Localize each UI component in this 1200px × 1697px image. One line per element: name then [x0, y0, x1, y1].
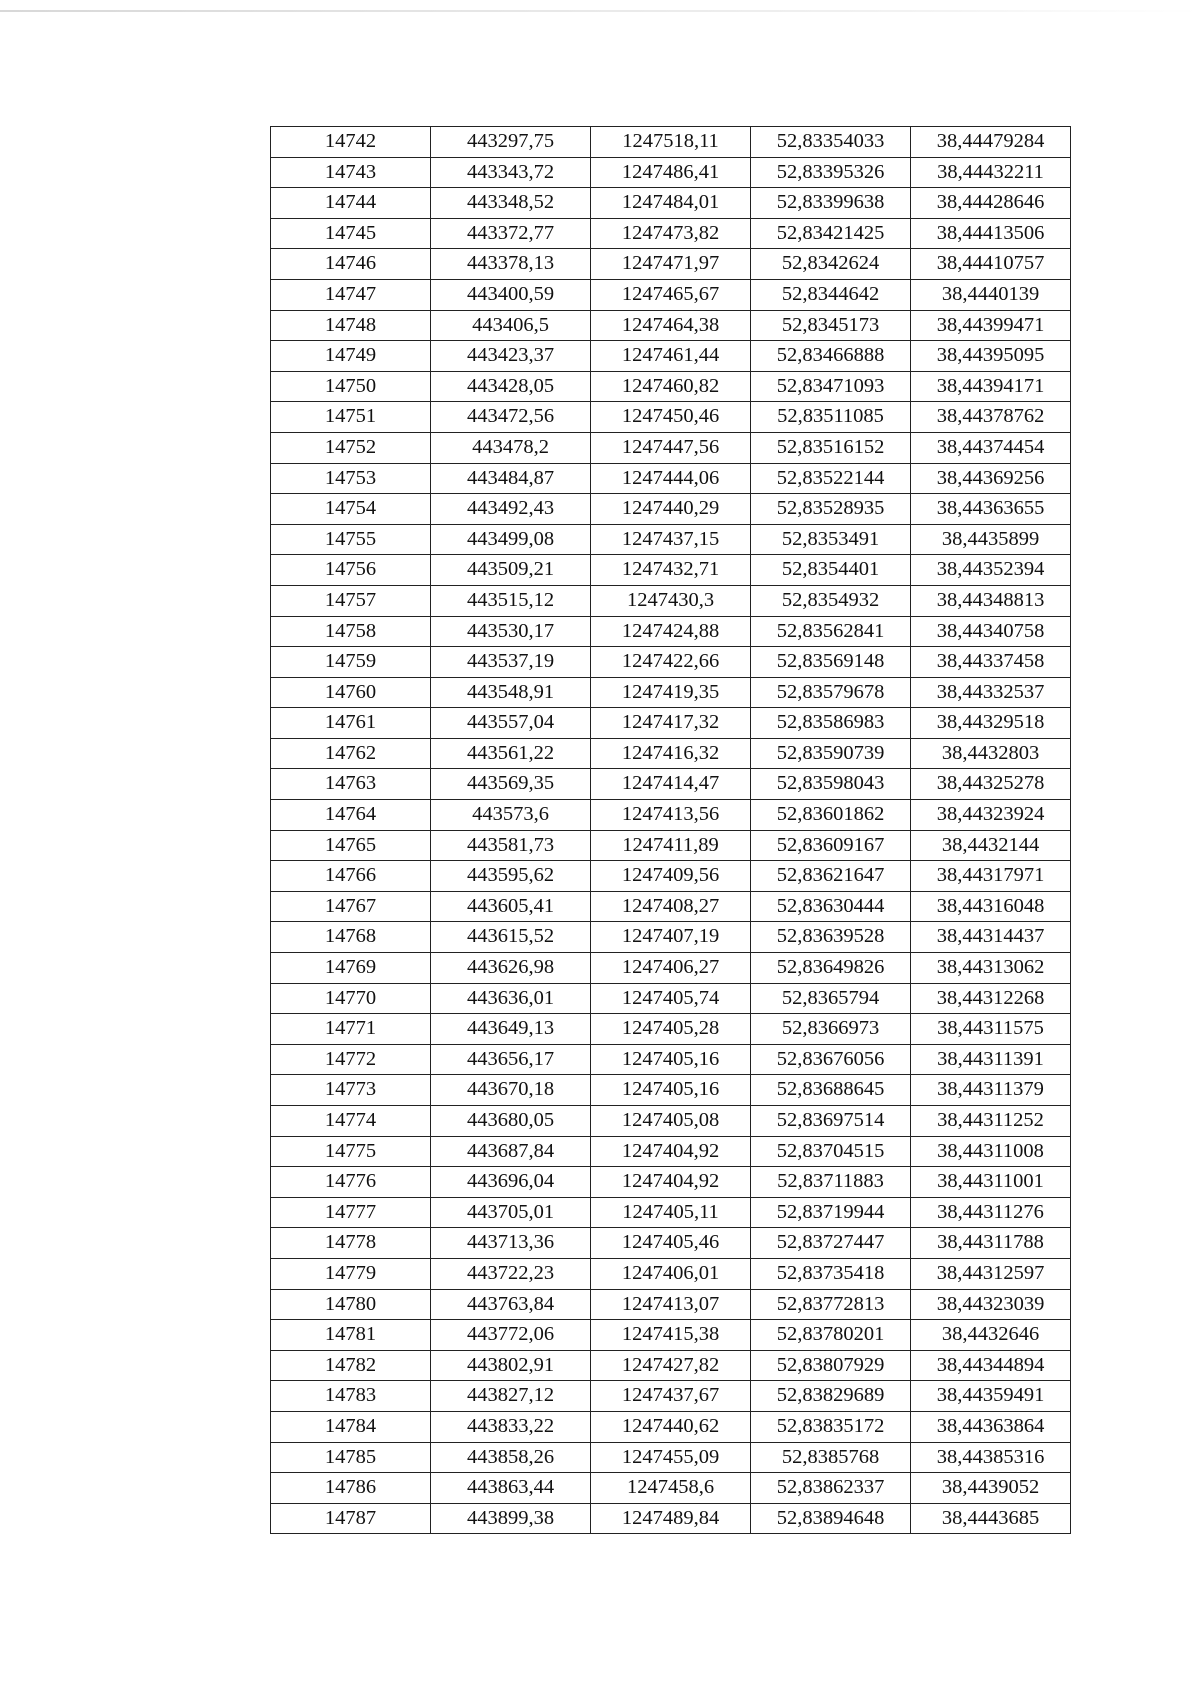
- point-number-cell: 14750: [271, 371, 431, 402]
- table-row: [271, 891, 1071, 922]
- y-coordinate-cell: 1247409,56: [591, 861, 751, 892]
- table-row: [271, 555, 1071, 586]
- point-number-cell: 14786: [271, 1473, 431, 1504]
- table-row: [271, 800, 1071, 831]
- y-coordinate-cell: 1247406,01: [591, 1258, 751, 1289]
- table-row: [271, 249, 1071, 280]
- x-coordinate-cell: 443573,6: [431, 800, 591, 831]
- table-row: [271, 677, 1071, 708]
- x-coordinate-cell: 443636,01: [431, 983, 591, 1014]
- table-row: [271, 188, 1071, 219]
- y-coordinate-cell: 1247461,44: [591, 341, 751, 372]
- table-row: [271, 769, 1071, 800]
- longitude-cell: 38,44314437: [911, 922, 1071, 953]
- latitude-cell: 52,83639528: [751, 922, 911, 953]
- x-coordinate-cell: 443548,91: [431, 677, 591, 708]
- table-row: [271, 830, 1071, 861]
- y-coordinate-cell: 1247405,11: [591, 1197, 751, 1228]
- longitude-cell: 38,44311379: [911, 1075, 1071, 1106]
- latitude-cell: 52,8345173: [751, 310, 911, 341]
- x-coordinate-cell: 443827,12: [431, 1381, 591, 1412]
- table-row: [271, 1411, 1071, 1442]
- x-coordinate-cell: 443561,22: [431, 738, 591, 769]
- y-coordinate-cell: 1247437,67: [591, 1381, 751, 1412]
- table-row: [271, 1044, 1071, 1075]
- coordinates-table: [270, 126, 1071, 1534]
- y-coordinate-cell: 1247413,56: [591, 800, 751, 831]
- table-row: [271, 1473, 1071, 1504]
- y-coordinate-cell: 1247444,06: [591, 463, 751, 494]
- longitude-cell: 38,4432646: [911, 1320, 1071, 1351]
- latitude-cell: 52,8342624: [751, 249, 911, 280]
- longitude-cell: 38,44311788: [911, 1228, 1071, 1259]
- x-coordinate-cell: 443478,2: [431, 432, 591, 463]
- scan-edge-line: [0, 10, 1200, 12]
- y-coordinate-cell: 1247427,82: [591, 1350, 751, 1381]
- y-coordinate-cell: 1247450,46: [591, 402, 751, 433]
- point-number-cell: 14753: [271, 463, 431, 494]
- latitude-cell: 52,83399638: [751, 188, 911, 219]
- point-number-cell: 14747: [271, 279, 431, 310]
- y-coordinate-cell: 1247432,71: [591, 555, 751, 586]
- latitude-cell: 52,83697514: [751, 1106, 911, 1137]
- longitude-cell: 38,44311001: [911, 1167, 1071, 1198]
- latitude-cell: 52,83516152: [751, 432, 911, 463]
- y-coordinate-cell: 1247416,32: [591, 738, 751, 769]
- y-coordinate-cell: 1247458,6: [591, 1473, 751, 1504]
- point-number-cell: 14751: [271, 402, 431, 433]
- table-row: [271, 127, 1071, 158]
- latitude-cell: 52,8365794: [751, 983, 911, 1014]
- table-row: [271, 1258, 1071, 1289]
- point-number-cell: 14754: [271, 494, 431, 525]
- table-row: [271, 861, 1071, 892]
- point-number-cell: 14787: [271, 1503, 431, 1534]
- x-coordinate-cell: 443858,26: [431, 1442, 591, 1473]
- longitude-cell: 38,44312268: [911, 983, 1071, 1014]
- x-coordinate-cell: 443492,43: [431, 494, 591, 525]
- y-coordinate-cell: 1247405,46: [591, 1228, 751, 1259]
- longitude-cell: 38,44378762: [911, 402, 1071, 433]
- x-coordinate-cell: 443569,35: [431, 769, 591, 800]
- latitude-cell: 52,83562841: [751, 616, 911, 647]
- y-coordinate-cell: 1247417,32: [591, 708, 751, 739]
- y-coordinate-cell: 1247440,62: [591, 1411, 751, 1442]
- y-coordinate-cell: 1247465,67: [591, 279, 751, 310]
- x-coordinate-cell: 443833,22: [431, 1411, 591, 1442]
- table-row: [271, 310, 1071, 341]
- y-coordinate-cell: 1247404,92: [591, 1136, 751, 1167]
- point-number-cell: 14780: [271, 1289, 431, 1320]
- point-number-cell: 14778: [271, 1228, 431, 1259]
- y-coordinate-cell: 1247424,88: [591, 616, 751, 647]
- y-coordinate-cell: 1247419,35: [591, 677, 751, 708]
- x-coordinate-cell: 443656,17: [431, 1044, 591, 1075]
- x-coordinate-cell: 443297,75: [431, 127, 591, 158]
- point-number-cell: 14772: [271, 1044, 431, 1075]
- longitude-cell: 38,44399471: [911, 310, 1071, 341]
- longitude-cell: 38,44323039: [911, 1289, 1071, 1320]
- x-coordinate-cell: 443509,21: [431, 555, 591, 586]
- y-coordinate-cell: 1247440,29: [591, 494, 751, 525]
- table-row: [271, 616, 1071, 647]
- latitude-cell: 52,83609167: [751, 830, 911, 861]
- point-number-cell: 14758: [271, 616, 431, 647]
- y-coordinate-cell: 1247405,16: [591, 1044, 751, 1075]
- y-coordinate-cell: 1247430,3: [591, 585, 751, 616]
- latitude-cell: 52,83676056: [751, 1044, 911, 1075]
- table-row: [271, 341, 1071, 372]
- longitude-cell: 38,44374454: [911, 432, 1071, 463]
- y-coordinate-cell: 1247437,15: [591, 524, 751, 555]
- longitude-cell: 38,44369256: [911, 463, 1071, 494]
- latitude-cell: 52,8353491: [751, 524, 911, 555]
- latitude-cell: 52,83471093: [751, 371, 911, 402]
- x-coordinate-cell: 443705,01: [431, 1197, 591, 1228]
- point-number-cell: 14764: [271, 800, 431, 831]
- point-number-cell: 14761: [271, 708, 431, 739]
- y-coordinate-cell: 1247460,82: [591, 371, 751, 402]
- y-coordinate-cell: 1247405,28: [591, 1014, 751, 1045]
- latitude-cell: 52,83862337: [751, 1473, 911, 1504]
- x-coordinate-cell: 443484,87: [431, 463, 591, 494]
- longitude-cell: 38,44394171: [911, 371, 1071, 402]
- latitude-cell: 52,83688645: [751, 1075, 911, 1106]
- table-row: [271, 1442, 1071, 1473]
- latitude-cell: 52,8344642: [751, 279, 911, 310]
- longitude-cell: 38,44413506: [911, 218, 1071, 249]
- latitude-cell: 52,83528935: [751, 494, 911, 525]
- latitude-cell: 52,8366973: [751, 1014, 911, 1045]
- x-coordinate-cell: 443649,13: [431, 1014, 591, 1045]
- latitude-cell: 52,83735418: [751, 1258, 911, 1289]
- x-coordinate-cell: 443428,05: [431, 371, 591, 402]
- y-coordinate-cell: 1247484,01: [591, 188, 751, 219]
- longitude-cell: 38,44363864: [911, 1411, 1071, 1442]
- point-number-cell: 14781: [271, 1320, 431, 1351]
- x-coordinate-cell: 443863,44: [431, 1473, 591, 1504]
- x-coordinate-cell: 443530,17: [431, 616, 591, 647]
- latitude-cell: 52,8385768: [751, 1442, 911, 1473]
- point-number-cell: 14746: [271, 249, 431, 280]
- x-coordinate-cell: 443400,59: [431, 279, 591, 310]
- point-number-cell: 14748: [271, 310, 431, 341]
- longitude-cell: 38,44325278: [911, 769, 1071, 800]
- longitude-cell: 38,44337458: [911, 647, 1071, 678]
- latitude-cell: 52,83727447: [751, 1228, 911, 1259]
- x-coordinate-cell: 443722,23: [431, 1258, 591, 1289]
- longitude-cell: 38,44363655: [911, 494, 1071, 525]
- point-number-cell: 14773: [271, 1075, 431, 1106]
- longitude-cell: 38,4432144: [911, 830, 1071, 861]
- latitude-cell: 52,83835172: [751, 1411, 911, 1442]
- coordinates-table-body: [271, 127, 1071, 1534]
- table-row: [271, 738, 1071, 769]
- point-number-cell: 14774: [271, 1106, 431, 1137]
- latitude-cell: 52,83354033: [751, 127, 911, 158]
- table-row: [271, 279, 1071, 310]
- point-number-cell: 14784: [271, 1411, 431, 1442]
- table-row: [271, 1197, 1071, 1228]
- x-coordinate-cell: 443343,72: [431, 157, 591, 188]
- latitude-cell: 52,83780201: [751, 1320, 911, 1351]
- point-number-cell: 14777: [271, 1197, 431, 1228]
- table-row: [271, 647, 1071, 678]
- longitude-cell: 38,44385316: [911, 1442, 1071, 1473]
- point-number-cell: 14752: [271, 432, 431, 463]
- longitude-cell: 38,4443685: [911, 1503, 1071, 1534]
- table-row: [271, 1320, 1071, 1351]
- point-number-cell: 14776: [271, 1167, 431, 1198]
- point-number-cell: 14757: [271, 585, 431, 616]
- table-row: [271, 1289, 1071, 1320]
- latitude-cell: 52,83569148: [751, 647, 911, 678]
- point-number-cell: 14759: [271, 647, 431, 678]
- point-number-cell: 14771: [271, 1014, 431, 1045]
- longitude-cell: 38,4439052: [911, 1473, 1071, 1504]
- table-row: [271, 1075, 1071, 1106]
- y-coordinate-cell: 1247411,89: [591, 830, 751, 861]
- table-row: [271, 157, 1071, 188]
- longitude-cell: 38,44428646: [911, 188, 1071, 219]
- longitude-cell: 38,44316048: [911, 891, 1071, 922]
- latitude-cell: 52,83630444: [751, 891, 911, 922]
- point-number-cell: 14749: [271, 341, 431, 372]
- point-number-cell: 14743: [271, 157, 431, 188]
- table-row: [271, 218, 1071, 249]
- x-coordinate-cell: 443581,73: [431, 830, 591, 861]
- y-coordinate-cell: 1247486,41: [591, 157, 751, 188]
- x-coordinate-cell: 443499,08: [431, 524, 591, 555]
- latitude-cell: 52,83466888: [751, 341, 911, 372]
- latitude-cell: 52,83711883: [751, 1167, 911, 1198]
- table-row: [271, 463, 1071, 494]
- longitude-cell: 38,44348813: [911, 585, 1071, 616]
- x-coordinate-cell: 443687,84: [431, 1136, 591, 1167]
- y-coordinate-cell: 1247405,08: [591, 1106, 751, 1137]
- longitude-cell: 38,44311008: [911, 1136, 1071, 1167]
- point-number-cell: 14766: [271, 861, 431, 892]
- y-coordinate-cell: 1247473,82: [591, 218, 751, 249]
- point-number-cell: 14765: [271, 830, 431, 861]
- latitude-cell: 52,83807929: [751, 1350, 911, 1381]
- table-row: [271, 983, 1071, 1014]
- y-coordinate-cell: 1247518,11: [591, 127, 751, 158]
- table-row: [271, 402, 1071, 433]
- y-coordinate-cell: 1247447,56: [591, 432, 751, 463]
- latitude-cell: 52,8354932: [751, 585, 911, 616]
- y-coordinate-cell: 1247414,47: [591, 769, 751, 800]
- longitude-cell: 38,44432211: [911, 157, 1071, 188]
- table-row: [271, 1228, 1071, 1259]
- y-coordinate-cell: 1247405,74: [591, 983, 751, 1014]
- x-coordinate-cell: 443515,12: [431, 585, 591, 616]
- longitude-cell: 38,44344894: [911, 1350, 1071, 1381]
- x-coordinate-cell: 443595,62: [431, 861, 591, 892]
- y-coordinate-cell: 1247404,92: [591, 1167, 751, 1198]
- longitude-cell: 38,44312597: [911, 1258, 1071, 1289]
- point-number-cell: 14770: [271, 983, 431, 1014]
- point-number-cell: 14756: [271, 555, 431, 586]
- x-coordinate-cell: 443772,06: [431, 1320, 591, 1351]
- x-coordinate-cell: 443615,52: [431, 922, 591, 953]
- latitude-cell: 52,83649826: [751, 953, 911, 984]
- x-coordinate-cell: 443763,84: [431, 1289, 591, 1320]
- point-number-cell: 14755: [271, 524, 431, 555]
- latitude-cell: 52,83579678: [751, 677, 911, 708]
- longitude-cell: 38,44410757: [911, 249, 1071, 280]
- x-coordinate-cell: 443406,5: [431, 310, 591, 341]
- latitude-cell: 52,83421425: [751, 218, 911, 249]
- latitude-cell: 52,83522144: [751, 463, 911, 494]
- table-row: [271, 585, 1071, 616]
- table-row: [271, 494, 1071, 525]
- y-coordinate-cell: 1247471,97: [591, 249, 751, 280]
- x-coordinate-cell: 443348,52: [431, 188, 591, 219]
- longitude-cell: 38,44311276: [911, 1197, 1071, 1228]
- point-number-cell: 14785: [271, 1442, 431, 1473]
- latitude-cell: 52,83894648: [751, 1503, 911, 1534]
- longitude-cell: 38,44323924: [911, 800, 1071, 831]
- point-number-cell: 14745: [271, 218, 431, 249]
- latitude-cell: 52,8354401: [751, 555, 911, 586]
- point-number-cell: 14769: [271, 953, 431, 984]
- latitude-cell: 52,83772813: [751, 1289, 911, 1320]
- table-row: [271, 1014, 1071, 1045]
- latitude-cell: 52,83598043: [751, 769, 911, 800]
- x-coordinate-cell: 443423,37: [431, 341, 591, 372]
- latitude-cell: 52,83590739: [751, 738, 911, 769]
- point-number-cell: 14760: [271, 677, 431, 708]
- y-coordinate-cell: 1247408,27: [591, 891, 751, 922]
- table-row: [271, 524, 1071, 555]
- y-coordinate-cell: 1247422,66: [591, 647, 751, 678]
- latitude-cell: 52,83601862: [751, 800, 911, 831]
- latitude-cell: 52,83704515: [751, 1136, 911, 1167]
- longitude-cell: 38,44329518: [911, 708, 1071, 739]
- latitude-cell: 52,83586983: [751, 708, 911, 739]
- point-number-cell: 14744: [271, 188, 431, 219]
- x-coordinate-cell: 443537,19: [431, 647, 591, 678]
- latitude-cell: 52,83719944: [751, 1197, 911, 1228]
- longitude-cell: 38,44352394: [911, 555, 1071, 586]
- longitude-cell: 38,44311252: [911, 1106, 1071, 1137]
- table-row: [271, 953, 1071, 984]
- x-coordinate-cell: 443802,91: [431, 1350, 591, 1381]
- longitude-cell: 38,44311391: [911, 1044, 1071, 1075]
- longitude-cell: 38,44340758: [911, 616, 1071, 647]
- table-row: [271, 432, 1071, 463]
- point-number-cell: 14762: [271, 738, 431, 769]
- y-coordinate-cell: 1247464,38: [591, 310, 751, 341]
- table-row: [271, 1350, 1071, 1381]
- x-coordinate-cell: 443626,98: [431, 953, 591, 984]
- x-coordinate-cell: 443472,56: [431, 402, 591, 433]
- y-coordinate-cell: 1247405,16: [591, 1075, 751, 1106]
- y-coordinate-cell: 1247407,19: [591, 922, 751, 953]
- point-number-cell: 14767: [271, 891, 431, 922]
- x-coordinate-cell: 443670,18: [431, 1075, 591, 1106]
- latitude-cell: 52,83511085: [751, 402, 911, 433]
- point-number-cell: 14768: [271, 922, 431, 953]
- x-coordinate-cell: 443696,04: [431, 1167, 591, 1198]
- longitude-cell: 38,4440139: [911, 279, 1071, 310]
- table-row: [271, 1503, 1071, 1534]
- y-coordinate-cell: 1247415,38: [591, 1320, 751, 1351]
- longitude-cell: 38,44317971: [911, 861, 1071, 892]
- longitude-cell: 38,44313062: [911, 953, 1071, 984]
- x-coordinate-cell: 443713,36: [431, 1228, 591, 1259]
- y-coordinate-cell: 1247455,09: [591, 1442, 751, 1473]
- table-row: [271, 371, 1071, 402]
- table-row: [271, 1381, 1071, 1412]
- latitude-cell: 52,83621647: [751, 861, 911, 892]
- longitude-cell: 38,44311575: [911, 1014, 1071, 1045]
- point-number-cell: 14783: [271, 1381, 431, 1412]
- x-coordinate-cell: 443680,05: [431, 1106, 591, 1137]
- table-row: [271, 1136, 1071, 1167]
- latitude-cell: 52,83395326: [751, 157, 911, 188]
- x-coordinate-cell: 443378,13: [431, 249, 591, 280]
- table-row: [271, 1167, 1071, 1198]
- table-row: [271, 1106, 1071, 1137]
- point-number-cell: 14782: [271, 1350, 431, 1381]
- point-number-cell: 14775: [271, 1136, 431, 1167]
- table-row: [271, 922, 1071, 953]
- longitude-cell: 38,4432803: [911, 738, 1071, 769]
- x-coordinate-cell: 443605,41: [431, 891, 591, 922]
- longitude-cell: 38,44359491: [911, 1381, 1071, 1412]
- x-coordinate-cell: 443557,04: [431, 708, 591, 739]
- x-coordinate-cell: 443899,38: [431, 1503, 591, 1534]
- longitude-cell: 38,44395095: [911, 341, 1071, 372]
- point-number-cell: 14742: [271, 127, 431, 158]
- longitude-cell: 38,44479284: [911, 127, 1071, 158]
- y-coordinate-cell: 1247489,84: [591, 1503, 751, 1534]
- longitude-cell: 38,44332537: [911, 677, 1071, 708]
- table-row: [271, 708, 1071, 739]
- longitude-cell: 38,4435899: [911, 524, 1071, 555]
- point-number-cell: 14779: [271, 1258, 431, 1289]
- y-coordinate-cell: 1247406,27: [591, 953, 751, 984]
- point-number-cell: 14763: [271, 769, 431, 800]
- y-coordinate-cell: 1247413,07: [591, 1289, 751, 1320]
- x-coordinate-cell: 443372,77: [431, 218, 591, 249]
- latitude-cell: 52,83829689: [751, 1381, 911, 1412]
